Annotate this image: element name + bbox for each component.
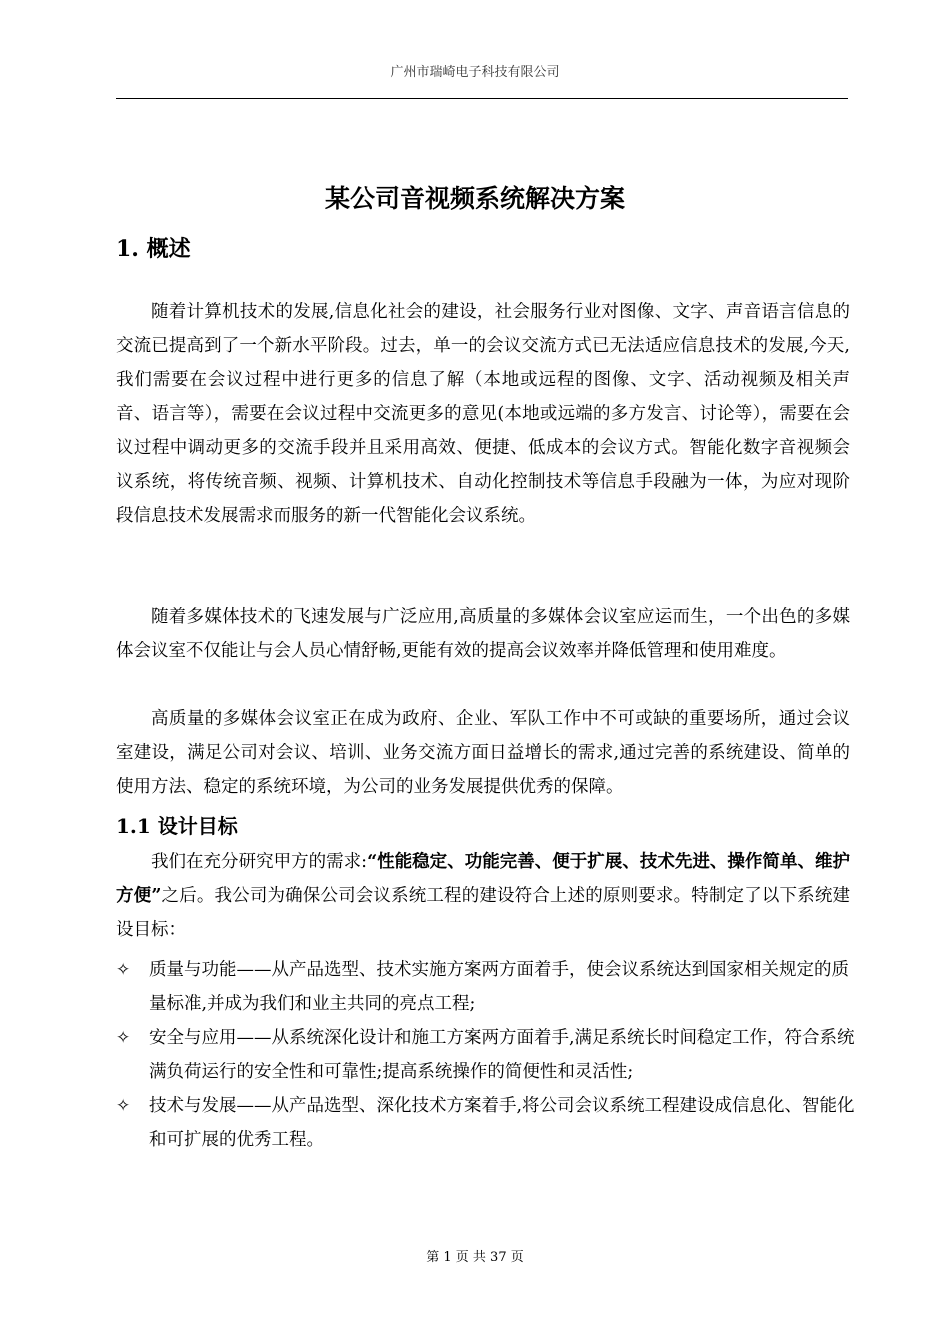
- overview-paragraph-1: 随着计算机技术的发展,信息化社会的建设，社会服务行业对图像、文字、声音语言信息的交流已提高到了一个新水平阶段。过去，单一的会议交流方式已无法适应信息技术的发展,今天,我们需要在会议过程中进行更多的信息了解（本地或远程的图像、文字、活动视频及相关声音、语言等），需要在会议过程中交流更多的意见(本地或远端的多方发言、讨论等），需要在会议过程中调动更多的交流手段并且采用高效、便捷、低成本的会议方式。智能化数字音视频会议系统，将传统音频、视频、计算机技术、自动化控制技术等信息手段融为一体，为应对现阶段信息技术发展需求而服务的新一代智能化会议系统。: [116, 302, 850, 526]
- section-heading-design-goals: 1.1 设计目标: [116, 814, 238, 838]
- page-footer: [0, 1248, 950, 1268]
- list-item-quality-function: [116, 953, 862, 1021]
- list-item-safety-application: [116, 1021, 862, 1089]
- design-goals-intro: [116, 845, 850, 947]
- diamond-outline-icon: ✧: [116, 960, 131, 980]
- diamond-outline-icon: ✧: [116, 1096, 131, 1116]
- goal-text: 技术与发展——从产品选型、深化技术方案着手,将公司会议系统工程建设成信息化、智能化和可扩展的优秀工程。: [149, 1096, 855, 1150]
- header-company-name: 广州市瑞崎电子科技有限公司: [390, 65, 560, 80]
- document-title: 某公司音视频系统解决方案: [324, 184, 625, 213]
- intro-text-after: 之后。我公司为确保公司会议系统工程的建设符合上述的原则要求。特制定了以下系统建设目标：: [116, 886, 850, 940]
- page-number-label: 第 1 页 共 37 页: [426, 1250, 524, 1265]
- section-heading-overview: 1. 概述: [116, 236, 191, 262]
- intro-text-before: 我们在充分研究甲方的需求:: [151, 852, 368, 872]
- list-item-technology-development: [116, 1089, 862, 1157]
- design-goals-list: [116, 953, 862, 1157]
- header-divider: [116, 98, 848, 99]
- page-header: [0, 63, 950, 83]
- overview-paragraph-3: 高质量的多媒体会议室正在成为政府、企业、军队工作中不可或缺的重要场所，通过会议室建设，满足公司对会议、培训、业务交流方面日益增长的需求,通过完善的系统建设、简单的使用方法、稳定的系统环境，为公司的业务发展提供优秀的保障。: [116, 709, 850, 797]
- intro-requirements-bold: “性能稳定、功能完善、便于扩展、技术先进、操作简单、维护方便”: [116, 852, 850, 906]
- overview-paragraph-2: 随着多媒体技术的飞速发展与广泛应用,高质量的多媒体会议室应运而生，一个出色的多媒体会议室不仅能让与会人员心情舒畅,更能有效的提高会议效率并降低管理和使用难度。: [116, 607, 850, 661]
- goal-text: 安全与应用——从系统深化设计和施工方案两方面着手,满足系统长时间稳定工作，符合系统满负荷运行的安全性和可靠性;提高系统操作的简便性和灵活性;: [149, 1028, 855, 1082]
- diamond-outline-icon: ✧: [116, 1028, 131, 1048]
- goal-text: 质量与功能——从产品选型、技术实施方案两方面着手，使会议系统达到国家相关规定的质量标准,并成为我们和业主共同的亮点工程;: [149, 960, 849, 1014]
